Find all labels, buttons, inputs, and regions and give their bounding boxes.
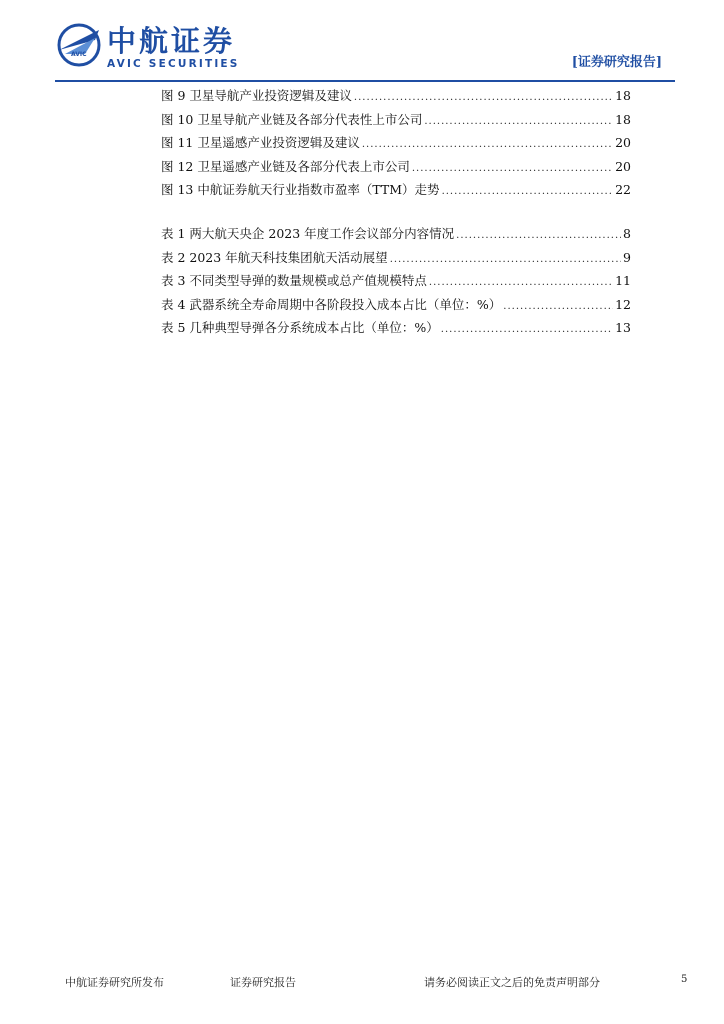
toc-entry-table-1[interactable] [161,224,631,248]
toc-entry-figure-9[interactable] [161,86,631,110]
logo-english-name: AVIC SECURITIES [107,58,240,70]
header-divider [55,80,675,82]
toc-entry-page: 8 [623,226,631,241]
footer-page-number: 5 [681,974,688,985]
toc-entry-label: 表 3 不同类型导弹的数量规模或总产值规模特点 [161,273,427,288]
toc-dot-leader [362,139,613,150]
toc-entry-figure-12[interactable] [161,157,631,181]
toc-entry-label: 表 1 两大航天央企 2023 年度工作会议部分内容情况 [161,226,455,241]
toc-dot-leader [354,92,613,103]
toc-entry-figure-10[interactable] [161,110,631,134]
company-logo [55,20,255,72]
toc-entry-label: 表 4 武器系统全寿命周期中各阶段投入成本占比（单位：%） [161,296,502,312]
plane-emblem-icon [55,20,103,68]
report-type-tag: [证券研究报告] [571,55,662,70]
footer-disclaimer: 请务必阅读正文之后的免责声明部分 [424,976,600,989]
toc-entry-page: 13 [615,320,631,335]
toc-entry-page: 9 [623,249,631,265]
figure-list [161,86,631,204]
toc-dot-leader [424,116,613,127]
toc-dot-leader [456,230,621,241]
toc-dot-leader [429,277,613,288]
toc-dot-leader [441,324,613,335]
toc-dot-leader [412,163,613,174]
toc-entry-table-5[interactable] [161,318,631,342]
toc-entry-page: 20 [615,135,631,150]
toc-entry-table-4[interactable] [161,295,631,319]
toc-entry-page: 22 [615,182,631,197]
toc-entry-label: 表 5 几种典型导弹各分系统成本占比（单位：%） [161,320,439,335]
logo-badge-text: AVIC [71,51,87,58]
toc-entry-page: 18 [615,88,631,103]
toc-entry-label: 图 11 卫星遥感产业投资逻辑及建议 [161,135,360,150]
toc-entry-label: 图 12 卫星遥感产业链及各部分代表上市公司 [161,158,410,174]
toc-entry-page: 12 [615,296,631,312]
toc-entry-page: 20 [615,158,631,174]
footer-doc-type: 证券研究报告 [230,976,296,989]
toc-dot-leader [442,186,614,197]
toc-entry-page: 18 [615,111,631,127]
logo-chinese-name: 中航证券 [107,24,236,58]
toc-entry-label: 图 10 卫星导航产业链及各部分代表性上市公司 [161,111,423,127]
toc-dot-leader [390,254,621,265]
toc-entry-label: 图 13 中航证券航天行业指数市盈率（TTM）走势 [161,182,440,197]
toc-entry-figure-11[interactable] [161,133,631,157]
toc-entry-label: 图 9 卫星导航产业投资逻辑及建议 [161,88,352,103]
footer-publisher: 中航证券研究所发布 [65,976,164,989]
toc-entry-page: 11 [615,273,631,288]
toc-entry-figure-13[interactable] [161,180,631,204]
toc-entry-label: 表 2 2023 年航天科技集团航天活动展望 [161,249,388,265]
toc-dot-leader [503,301,613,312]
toc-entry-table-2[interactable] [161,248,631,272]
toc-entry-table-3[interactable] [161,271,631,295]
table-list [161,224,631,342]
